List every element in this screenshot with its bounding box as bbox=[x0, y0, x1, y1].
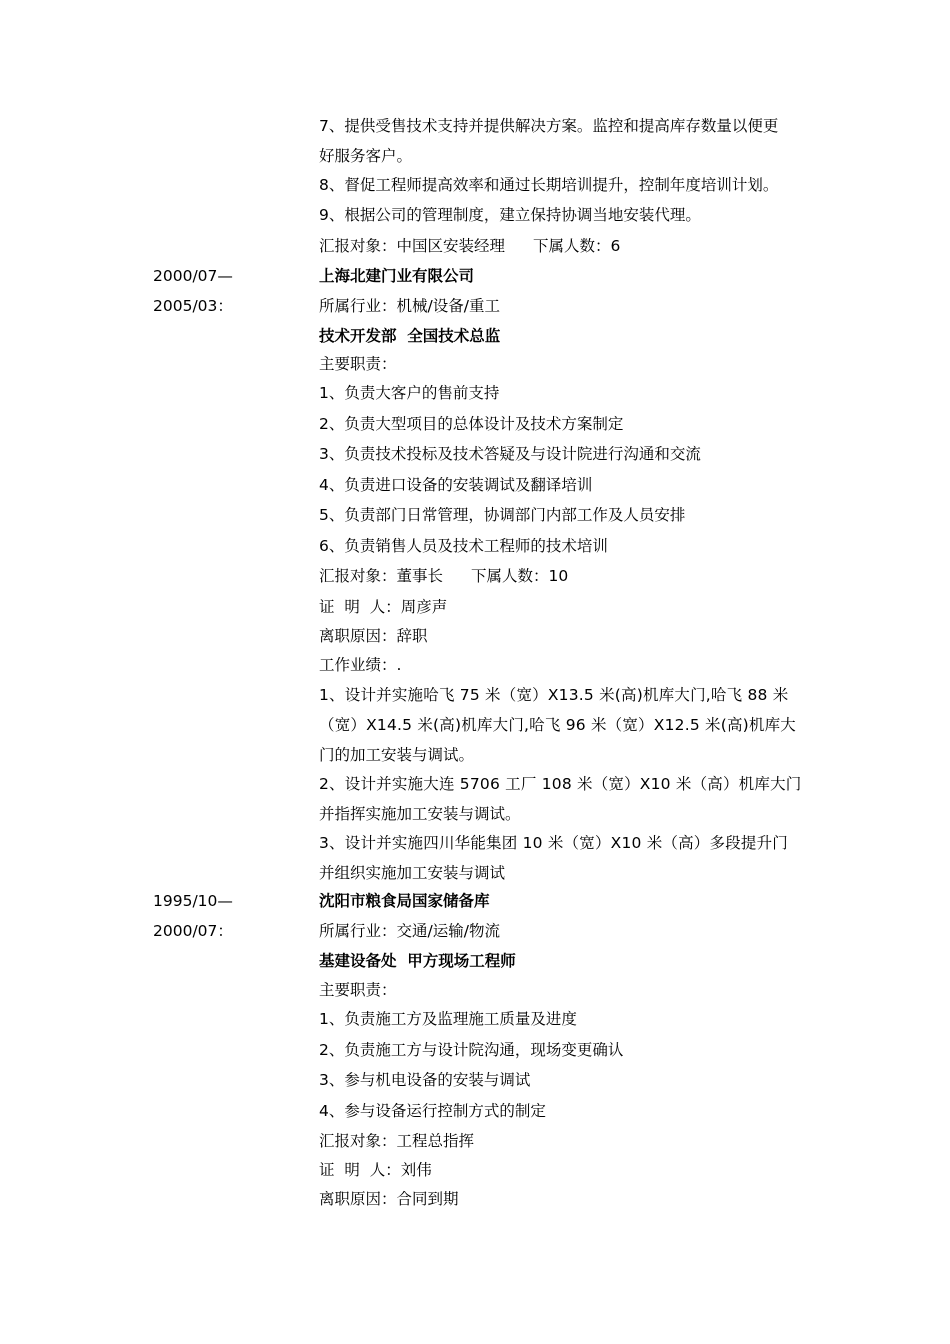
duty-8: 8、督促工程师提高效率和通过长期培训提升，控制年度培训计划。 bbox=[319, 176, 779, 194]
job2-achievement-line: 1、设计并实施哈飞 75 米（宽）X13.5 米(高)机库大门,哈飞 88 米 bbox=[319, 686, 789, 704]
job3-reference: 证 明 人：刘伟 bbox=[319, 1161, 432, 1179]
job3-position: 基建设备处 甲方现场工程师 bbox=[319, 952, 516, 970]
job2-duty-item: 4、负责进口设备的安装调试及翻译培训 bbox=[319, 476, 593, 494]
report-to: 汇报对象：中国区安装经理 bbox=[319, 237, 506, 255]
duty-7-line-2: 好服务客户。 bbox=[319, 147, 413, 165]
subordinate-count: 下属人数：6 bbox=[533, 237, 621, 255]
job2-achievements-label: 工作业绩：. bbox=[319, 656, 402, 674]
job2-subordinate-count: 下属人数：10 bbox=[471, 567, 569, 585]
job2-company: 上海北建门业有限公司 bbox=[319, 267, 475, 285]
job2-duty-item: 2、负责大型项目的总体设计及技术方案制定 bbox=[319, 415, 624, 433]
job2-position: 技术开发部 全国技术总监 bbox=[319, 327, 501, 345]
job2-report-to: 汇报对象：董事长 bbox=[319, 567, 444, 585]
job2-date-end: 2005/03： bbox=[153, 297, 233, 315]
job2-reference: 证 明 人：周彦声 bbox=[319, 598, 448, 616]
job2-report-line bbox=[319, 566, 819, 586]
job2-leave-reason: 离职原因：辞职 bbox=[319, 627, 428, 645]
job2-duty-item: 3、负责技术投标及技术答疑及与设计院进行沟通和交流 bbox=[319, 445, 701, 463]
job3-company: 沈阳市粮食局国家储备库 bbox=[319, 892, 490, 910]
job3-leave-reason: 离职原因：合同到期 bbox=[319, 1190, 459, 1208]
job2-achievement-line: 门的加工安装与调试。 bbox=[319, 746, 475, 764]
job3-duties-label: 主要职责： bbox=[319, 981, 397, 999]
job2-achievement-line: 并组织实施加工安装与调试 bbox=[319, 864, 506, 882]
job3-duty-item: 2、负责施工方与设计院沟通，现场变更确认 bbox=[319, 1041, 624, 1059]
job3-date-start: 1995/10— bbox=[153, 892, 233, 910]
job2-duty-item: 1、负责大客户的售前支持 bbox=[319, 384, 500, 402]
job2-duty-item: 5、负责部门日常管理，协调部门内部工作及人员安排 bbox=[319, 506, 686, 524]
job2-duties-label: 主要职责： bbox=[319, 355, 397, 373]
job2-achievement-line: （宽）X14.5 米(高)机库大门,哈飞 96 米（宽）X12.5 米(高)机库大 bbox=[319, 716, 797, 734]
job3-duty-item: 3、参与机电设备的安装与调试 bbox=[319, 1071, 531, 1089]
job2-achievement-line: 3、设计并实施四川华能集团 10 米（宽）X10 米（高）多段提升门 bbox=[319, 834, 789, 852]
job3-report-to: 汇报对象：工程总指挥 bbox=[319, 1132, 475, 1150]
job3-duty-item: 1、负责施工方及监理施工质量及进度 bbox=[319, 1010, 577, 1028]
job2-achievement-line: 2、设计并实施大连 5706 工厂 108 米（宽）X10 米（高）机库大门 bbox=[319, 775, 802, 793]
job2-achievement-line: 并指挥实施加工安装与调试。 bbox=[319, 805, 521, 823]
job2-date-start: 2000/07— bbox=[153, 267, 233, 285]
job3-date-end: 2000/07： bbox=[153, 922, 233, 940]
report-line bbox=[319, 236, 819, 256]
job2-industry: 所属行业：机械/设备/重工 bbox=[319, 297, 500, 315]
duty-7-line-1: 7、提供受售技术支持并提供解决方案。监控和提高库存数量以便更 bbox=[319, 117, 779, 135]
job3-duty-item: 4、参与设备运行控制方式的制定 bbox=[319, 1102, 546, 1120]
job2-duty-item: 6、负责销售人员及技术工程师的技术培训 bbox=[319, 537, 608, 555]
duty-9: 9、根据公司的管理制度，建立保持协调当地安装代理。 bbox=[319, 206, 701, 224]
job3-industry: 所属行业：交通/运输/物流 bbox=[319, 922, 500, 940]
